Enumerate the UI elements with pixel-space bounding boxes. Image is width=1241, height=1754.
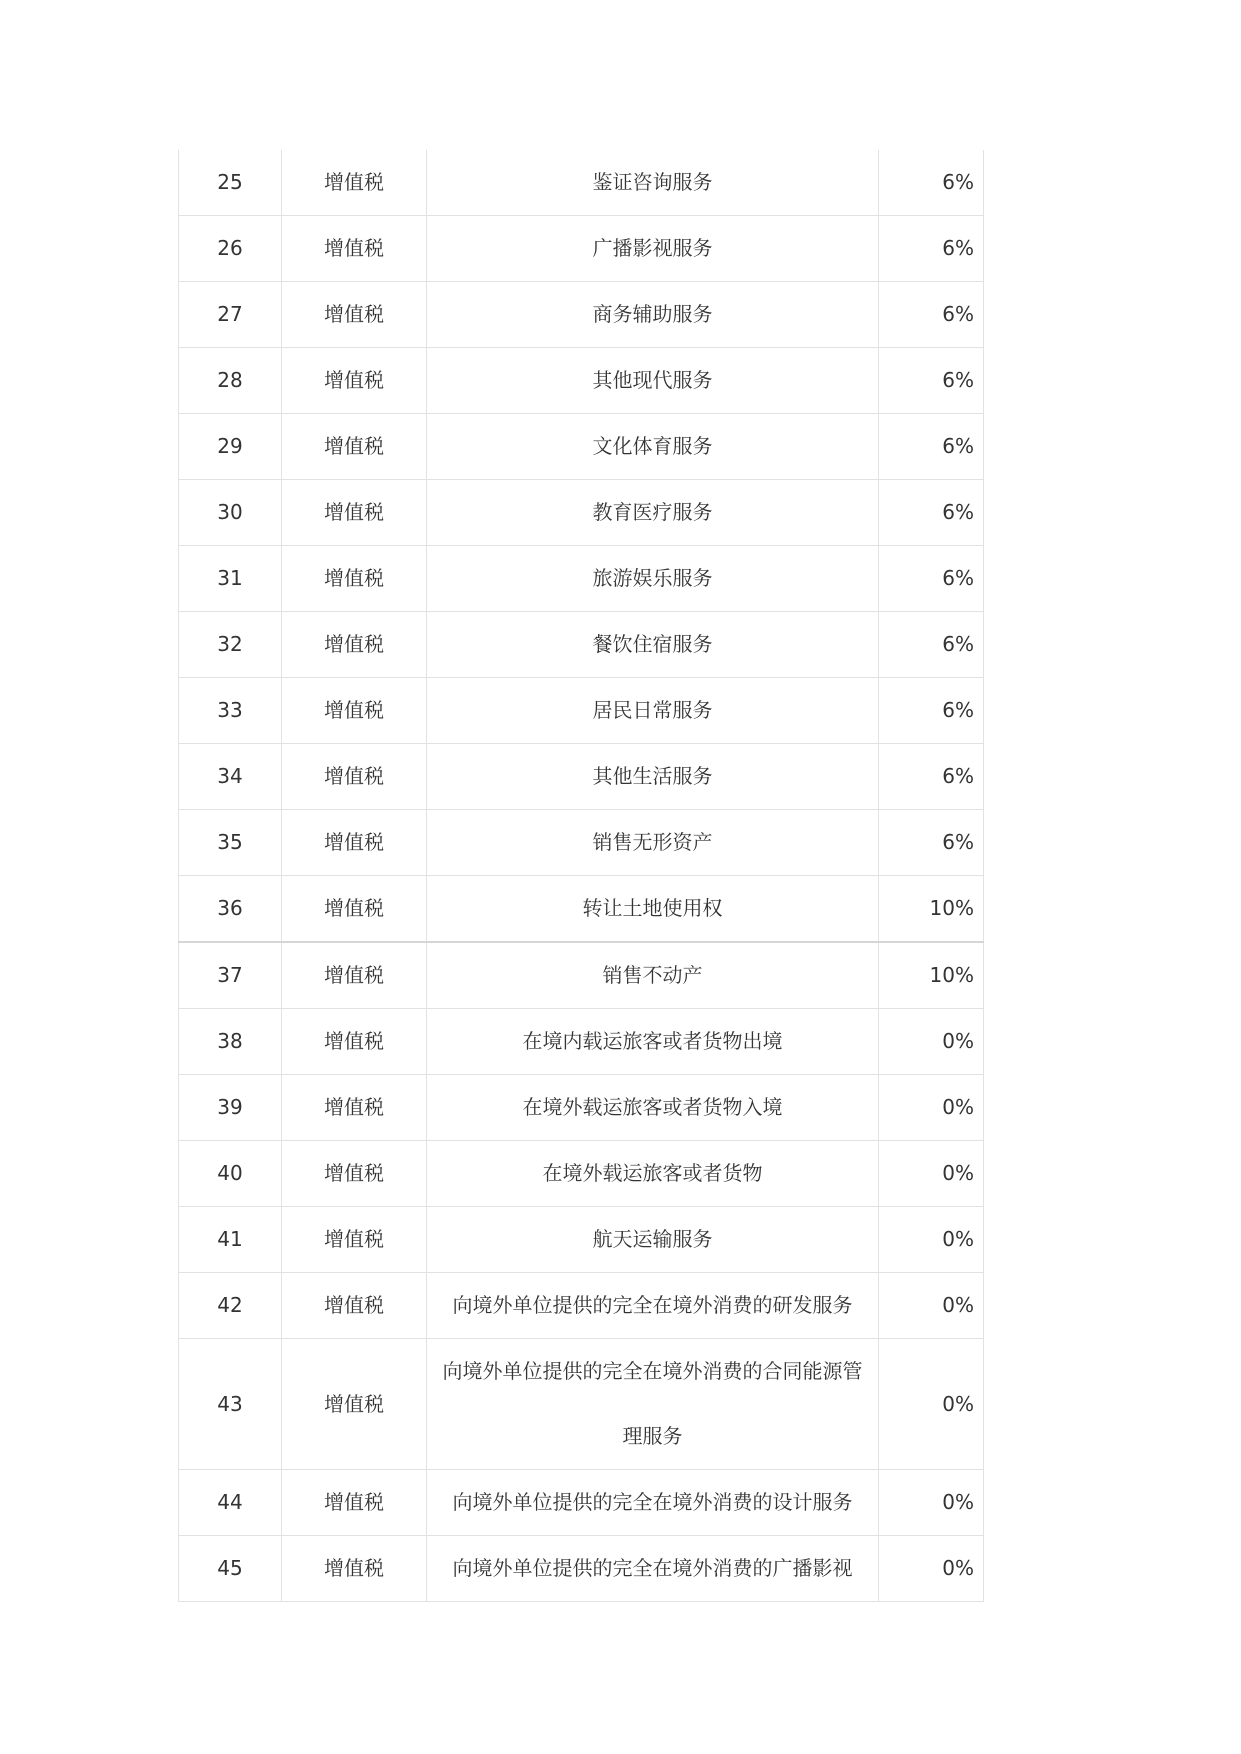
tax-item-cell: 商务辅助服务 [427,282,879,348]
row-number-cell: 37 [179,942,282,1009]
tax-type-cell: 增值税 [282,480,427,546]
tax-item-cell: 教育医疗服务 [427,480,879,546]
table-row [179,678,984,744]
tax-rate-table [178,150,984,1602]
tax-type-cell: 增值税 [282,1075,427,1141]
table-row [179,414,984,480]
tax-item-cell: 在境内载运旅客或者货物出境 [427,1009,879,1075]
row-number-cell: 32 [179,612,282,678]
table-row [179,282,984,348]
tax-type-cell: 增值税 [282,1536,427,1602]
table-row [179,150,984,216]
table-row [179,744,984,810]
row-number-cell: 36 [179,876,282,943]
tax-rate-cell: 6% [879,810,984,876]
row-number-cell: 29 [179,414,282,480]
tax-type-cell: 增值税 [282,348,427,414]
tax-rate-cell: 6% [879,150,984,216]
tax-item-cell: 在境外载运旅客或者货物 [427,1141,879,1207]
tax-rate-cell: 6% [879,282,984,348]
tax-rate-cell: 0% [879,1009,984,1075]
row-number-cell: 28 [179,348,282,414]
table-row [179,348,984,414]
tax-item-cell: 向境外单位提供的完全在境外消费的广播影视 [427,1536,879,1602]
tax-type-cell: 增值税 [282,1339,427,1470]
tax-rate-cell: 6% [879,612,984,678]
table-row [179,1207,984,1273]
tax-item-cell: 在境外载运旅客或者货物入境 [427,1075,879,1141]
table-row [179,1009,984,1075]
tax-item-cell: 航天运输服务 [427,1207,879,1273]
tax-type-cell: 增值税 [282,1141,427,1207]
row-number-cell: 34 [179,744,282,810]
tax-rate-cell: 6% [879,546,984,612]
tax-rate-cell: 6% [879,678,984,744]
table-row [179,216,984,282]
tax-rate-cell: 6% [879,414,984,480]
tax-type-cell: 增值税 [282,282,427,348]
tax-item-cell: 鉴证咨询服务 [427,150,879,216]
tax-item-cell: 销售无形资产 [427,810,879,876]
row-number-cell: 39 [179,1075,282,1141]
tax-item-cell: 向境外单位提供的完全在境外消费的设计服务 [427,1470,879,1536]
tax-rate-cell: 0% [879,1141,984,1207]
tax-item-cell: 居民日常服务 [427,678,879,744]
tax-type-cell: 增值税 [282,1273,427,1339]
tax-type-cell: 增值税 [282,1470,427,1536]
row-number-cell: 35 [179,810,282,876]
row-number-cell: 25 [179,150,282,216]
tax-item-cell: 其他现代服务 [427,348,879,414]
tax-type-cell: 增值税 [282,612,427,678]
row-number-cell: 40 [179,1141,282,1207]
row-number-cell: 30 [179,480,282,546]
row-number-cell: 27 [179,282,282,348]
tax-item-cell: 文化体育服务 [427,414,879,480]
tax-type-cell: 增值税 [282,150,427,216]
tax-item-cell: 餐饮住宿服务 [427,612,879,678]
tax-type-cell: 增值税 [282,942,427,1009]
tax-type-cell: 增值税 [282,414,427,480]
tax-rate-cell: 0% [879,1536,984,1602]
row-number-cell: 45 [179,1536,282,1602]
tax-item-cell: 向境外单位提供的完全在境外消费的合同能源管理服务 [427,1339,879,1470]
tax-item-cell: 向境外单位提供的完全在境外消费的研发服务 [427,1273,879,1339]
tax-item-cell: 转让土地使用权 [427,876,879,943]
row-number-cell: 26 [179,216,282,282]
tax-rate-cell: 6% [879,480,984,546]
tax-item-cell: 销售不动产 [427,942,879,1009]
table-row [179,810,984,876]
row-number-cell: 42 [179,1273,282,1339]
table-row [179,1536,984,1602]
row-number-cell: 31 [179,546,282,612]
table-row [179,1470,984,1536]
tax-rate-cell: 0% [879,1075,984,1141]
row-number-cell: 33 [179,678,282,744]
tax-rate-cell: 10% [879,942,984,1009]
tax-rate-cell: 10% [879,876,984,943]
row-number-cell: 38 [179,1009,282,1075]
table-row [179,1141,984,1207]
row-number-cell: 44 [179,1470,282,1536]
table-row [179,480,984,546]
table-row [179,942,984,1009]
table-row [179,1339,984,1470]
tax-type-cell: 增值税 [282,216,427,282]
tax-type-cell: 增值税 [282,1009,427,1075]
tax-rate-cell: 6% [879,348,984,414]
tax-item-cell: 其他生活服务 [427,744,879,810]
tax-type-cell: 增值税 [282,876,427,943]
tax-rate-cell: 0% [879,1339,984,1470]
tax-rate-cell: 6% [879,744,984,810]
tax-item-cell: 广播影视服务 [427,216,879,282]
table-row [179,1075,984,1141]
tax-type-cell: 增值税 [282,546,427,612]
tax-rate-cell: 0% [879,1470,984,1536]
tax-rate-cell: 0% [879,1273,984,1339]
tax-rate-cell: 0% [879,1207,984,1273]
row-number-cell: 41 [179,1207,282,1273]
tax-type-cell: 增值税 [282,1207,427,1273]
tax-type-cell: 增值税 [282,744,427,810]
tax-type-cell: 增值税 [282,810,427,876]
tax-type-cell: 增值税 [282,678,427,744]
table-row [179,546,984,612]
tax-item-cell: 旅游娱乐服务 [427,546,879,612]
row-number-cell: 43 [179,1339,282,1470]
tax-rate-table-body [179,150,984,1602]
table-row [179,1273,984,1339]
table-row [179,876,984,943]
table-row [179,612,984,678]
tax-rate-cell: 6% [879,216,984,282]
